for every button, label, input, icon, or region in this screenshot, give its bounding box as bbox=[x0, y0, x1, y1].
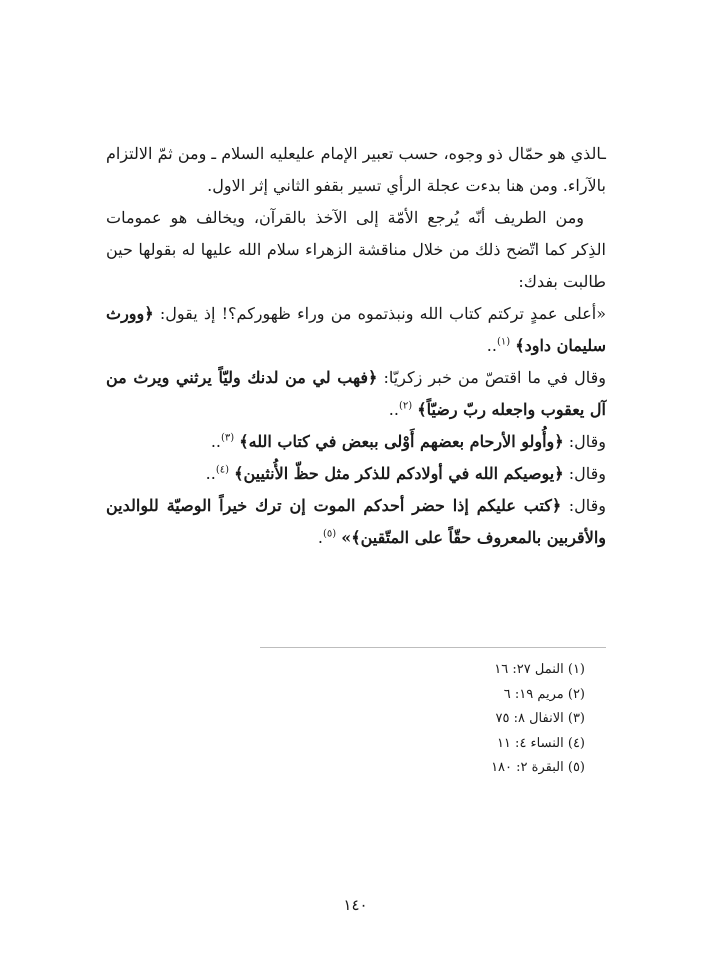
quote-5-period: . bbox=[317, 528, 323, 547]
quote-2-dots: .. bbox=[388, 400, 399, 419]
quote-line-3 bbox=[106, 426, 606, 458]
quote-line-4 bbox=[106, 458, 606, 490]
footnote-1: (١) النمل ٢٧: ١٦ bbox=[494, 662, 585, 677]
footnotes bbox=[285, 658, 585, 781]
quote-line-1 bbox=[106, 298, 606, 362]
quote-2-text: وقال في ما اقتصّ من خبر زكريّا: bbox=[383, 368, 607, 387]
quote-2-verse: ﴿فهب لي من لدنك وليّاً يرثني ويرث من آل يعقوب واجعله ربّ رضيّاً﴾ bbox=[106, 368, 606, 419]
quote-line-5 bbox=[106, 490, 606, 554]
main-text bbox=[106, 138, 606, 554]
paragraph-2: ومن الطريف أنّه يُرجع الأمّة إلى الآخذ بالقرآن، ويخالف هو عمومات الذِكر كما اتّضح ذلك من خلال مناقشة الزهراء سلام الله عليها له بقولها حين طالبت بفدك: bbox=[106, 208, 606, 291]
footnote-ref-3: (٣) bbox=[220, 432, 235, 444]
footnote-2: (٢) مريم ١٩: ٦ bbox=[503, 686, 585, 702]
paragraph-1: ـالذي هو حمّال ذو وجوه، حسب تعبير الإمام عليعليه السلام ـ ومن ثمّ الالتزام بالآراء. ومن هنا بدءت عجلة الرأي تسير بقفو الثاني إثر الاول. bbox=[106, 144, 606, 195]
footnote-ref-4: (٤) bbox=[215, 464, 230, 476]
quote-3-verse: ﴿وأُولو الأرحام بعضهم أَوْلى ببعض في كتاب الله﴾ bbox=[239, 432, 564, 451]
quote-4-verse: ﴿يوصيكم الله في أولادكم للذكر مثل حظّ الأُنثيين﴾ bbox=[234, 464, 564, 483]
quote-3-text: وقال: bbox=[568, 432, 606, 451]
quote-5-verse: ﴿كتب عليكم إذا حضر أحدكم الموت إن ترك خيراً الوصيّة للوالدين والأقربين بالمعروف حقّاً على المتّقين﴾» bbox=[106, 496, 606, 547]
quote-line-2 bbox=[106, 362, 606, 426]
quote-5-text: وقال: bbox=[568, 496, 607, 515]
footnote-ref-5: (٥) bbox=[322, 528, 337, 540]
footnote-divider bbox=[260, 647, 606, 648]
footnote-ref-2: (٢) bbox=[398, 400, 413, 412]
quote-1-verse: ﴿وورث سليمان داود﴾ bbox=[106, 304, 606, 355]
quote-3-dots: .. bbox=[210, 432, 221, 451]
footnote-5: (٥) البقرة ٢: ١٨٠ bbox=[491, 760, 585, 775]
footnote-3: (٣) الانفال ٨: ٧٥ bbox=[495, 711, 585, 726]
quote-1-text: «أعلى عمدٍ تركتم كتاب الله ونبذتموه من وراء ظهوركم؟! إذ يقول: bbox=[159, 304, 606, 323]
quote-4-dots: .. bbox=[205, 464, 216, 483]
footnote-4: (٤) النساء ٤: ١١ bbox=[496, 735, 585, 751]
page-number: ١٤٠ bbox=[343, 896, 368, 914]
quote-4-text: وقال: bbox=[568, 464, 606, 483]
footnote-ref-1: (١) bbox=[496, 336, 511, 348]
quote-1-dots: .. bbox=[486, 336, 497, 355]
